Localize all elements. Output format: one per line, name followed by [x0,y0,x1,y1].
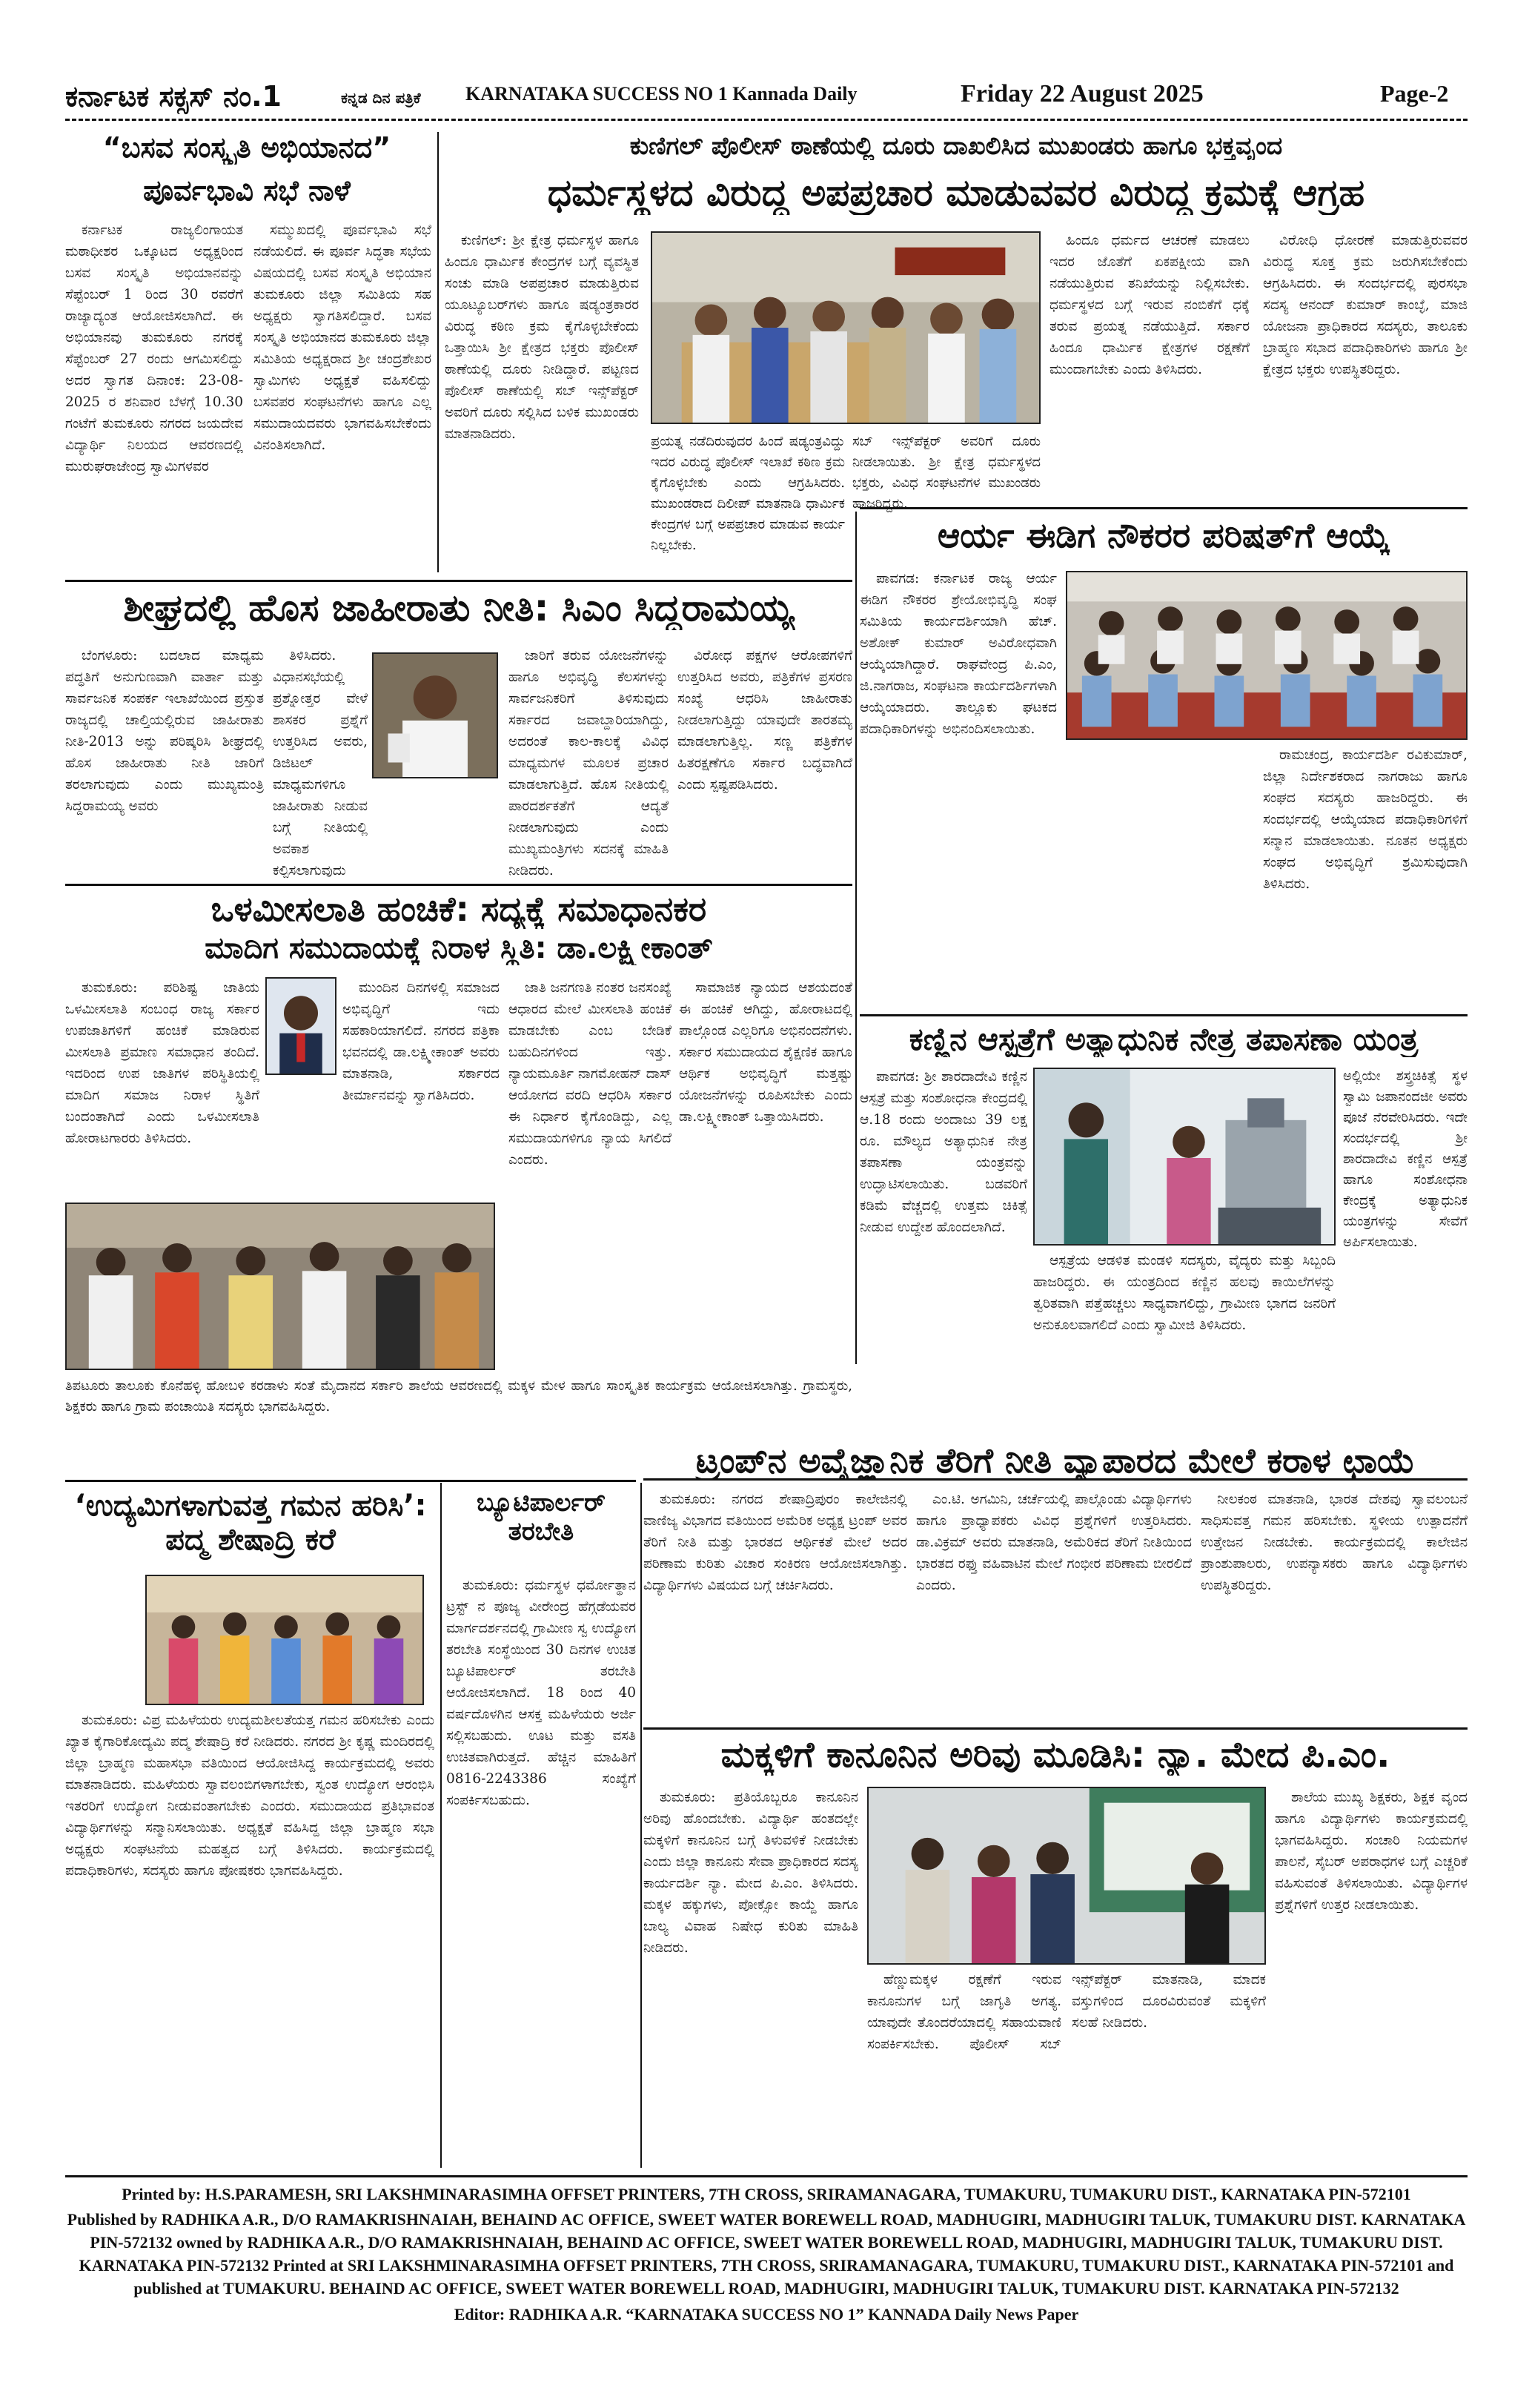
aarya-col-1-text: ಪಾವಗಡ: ಕರ್ನಾಟಕ ರಾಜ್ಯ ಆರ್ಯ ಈಡಿಗ ನೌಕರರ ಶ್ರೇಯೋಭಿವೃದ್ಧಿ ಸಂಘ ಸಮಿತಿಯ ಕಾರ್ಯದರ್ಶಿಯಾಗಿ ಹೆಚ್. ಅಶೋಕ್ ಕುಮಾರ್ ಅವಿರೋಧವಾಗಿ ಆಯ್ಕೆಯಾಗಿದ್ದಾರೆ. ರಾಘವೇಂದ್ರ ಪಿ.ಎಂ, ಜಿ.ನಾಗರಾಜ, ಸಂಘಟನಾ ಕಾರ್ಯದರ್ಶಿಗಳಾಗಿ ಆಯ್ಕೆಯಾದರು. ತಾಲ್ಲೂಕು ಘಟಕದ ಪದಾಧಿಕಾರಿಗಳನ್ನು ಅಭಿನಂದಿಸಲಾಯಿತು. [860,571,1057,737]
trump-col-2 [916,1489,1192,1720]
kanoonu-col-2 [867,1969,1266,2168]
basava-col-1-text: ಕರ್ನಾಟಕ ರಾಜ್ಯಲಿಂಗಾಯತ ಮಠಾಧೀಶರ ಒಕ್ಕೂಟದ ಅಧ್ಯಕ್ಷರಿಂದ ಬಸವ ಸಂಸ್ಕೃತಿ ಅಭಿಯಾನವನ್ನು ಸೆಪ್ಟೆಂಬರ್ 1 ರಿಂದ 30 ರವರೆಗೆ ರಾಜ್ಯಾದ್ಯಂತ ಆಯೋಜಿಸಲಾಗಿದೆ. ಈ ಅಭಿಯಾನವು ತುಮಕೂರು ನಗರಕ್ಕೆ ಸೆಪ್ಟೆಂಬರ್ 27 ರಂದು ಆಗಮಿಸಲಿದ್ದು ಅದರ ಸ್ವಾಗತ ದಿನಾಂಕ: 23-08-2025 ರ ಶನಿವಾರ ಬೆಳಗ್ಗೆ 10.30 ಗಂಟೆಗೆ ತುಮಕೂರು ನಗರದ ಜಯದೇವ ವಿದ್ಯಾರ್ಥಿ ನಿಲಯದ ಆವರಣದಲ್ಲಿ ಮುರುಘರಾಜೇಂದ್ರ ಸ್ವಾಮಿಗಳವರ [65,222,243,474]
aarya-photo [1066,571,1468,740]
dharmasthala-col-4 [1263,230,1468,504]
divider-beauty-right [640,1483,642,2168]
dharmasthala-caption-1: ಪ್ರಯತ್ನ ನಡೆದಿರುವುದರ ಹಿಂದೆ ಷಡ್ಯಂತ್ರವಿದ್ದು ಇದರ ವಿರುದ್ಧ ಪೊಲೀಸ್ ಇಲಾಖೆ ಕಠಿಣ ಕ್ರಮ ಕೈಗೊಳ್ಳಬೇಕು ಎಂದು ಆಗ್ರಹಿಸಿದರು. ಮುಖಂಡರಾದ ದಿಲೀಪ್ ಮಾತನಾಡಿ ಧಾರ್ಮಿಕ ಕೇಂದ್ರಗಳ ಬಗ್ಗೆ ಅಪಪ್ರಚಾರ ಮಾಡುವ ಕಾರ್ಯ ನಿಲ್ಲಬೇಕು. [651,434,845,553]
cm-col-4-text: ವಿರೋಧ ಪಕ್ಷಗಳ ಆರೋಪಗಳಿಗೆ ಉತ್ತರಿಸಿದ ಅವರು, ಪತ್ರಿಕೆಗಳ ಪ್ರಸರಣ ಸಂಖ್ಯೆ ಆಧರಿಸಿ ಜಾಹೀರಾತು ನೀಡಲಾಗುತ್ತಿದ್ದು ಯಾವುದೇ ತಾರತಮ್ಯ ಮಾಡಲಾಗುತ್ತಿಲ್ಲ. ಸಣ್ಣ ಪತ್ರಿಕೆಗಳ ಹಿತರಕ್ಷಣೆಗೂ ಸರ್ಕಾರ ಬದ್ಧವಾಗಿದೆ ಎಂದು ಸ್ಪಷ್ಟಪಡಿಸಿದರು. [677,648,852,793]
ola-photo-group [65,1203,495,1370]
kanna-col-2 [1033,1250,1336,1440]
aarya-col-1 [860,568,1057,1010]
beauty-title: ಬ್ಯೂಟಿಪಾರ್ಲರ್ ತರಬೇತಿ [476,1489,606,1547]
ola-col-4 [679,977,852,1370]
masthead-logo: ಕರ್ನಾಟಕ ಸಕ್ಸಸ್ ನಂ.1 [65,80,282,113]
kanoonu-col-1-text: ತುಮಕೂರು: ಪ್ರತಿಯೊಬ್ಬರೂ ಕಾನೂನಿನ ಅರಿವು ಹೊಂದಬೇಕು. ವಿದ್ಯಾರ್ಥಿ ಹಂತದಲ್ಲೇ ಮಕ್ಕಳಿಗೆ ಕಾನೂನಿನ ಬಗ್ಗೆ ತಿಳುವಳಿಕೆ ನೀಡಬೇಕು ಎಂದು ಜಿಲ್ಲಾ ಕಾನೂನು ಸೇವಾ ಪ್ರಾಧಿಕಾರದ ಸದಸ್ಯ ಕಾರ್ಯದರ್ಶಿ ನ್ಯಾ. ಮೇದ ಪಿ.ಎಂ. ತಿಳಿಸಿದರು. ಮಕ್ಕಳ ಹಕ್ಕುಗಳು, ಪೋಕ್ಸೋ ಕಾಯ್ದೆ ಹಾಗೂ ಬಾಲ್ಯ ವಿವಾಹ ನಿಷೇಧ ಕುರಿತು ಮಾಹಿತಿ ನೀಡಿದರು. [643,1790,858,1956]
dharmasthala-photo [651,231,1041,424]
trump-col-2-text: ಎಂ.ಟಿ. ಅಗಮಿನಿ, ಚರ್ಚೆಯಲ್ಲಿ ಪಾಲ್ಗೊಂಡು ವಿದ್ಯಾರ್ಥಿಗಳು ಹಾಗೂ ಪ್ರಾಧ್ಯಾಪಕರು ವಿವಿಧ ಪ್ರಶ್ನೆಗಳಿಗೆ ಉತ್ತರಿಸಿದರು. ಡಾ.ವಿಕ್ರಮ್ ಅವರು ಮಾತನಾಡಿ, ಅಮೆರಿಕದ ತೆರಿಗೆ ನೀತಿಯಿಂದ ಭಾರತದ ರಫ್ತು ವಹಿವಾಟಿನ ಮೇಲೆ ಗಂಭೀರ ಪರಿಣಾಮ ಬೀರಲಿದೆ ಎಂದರು. [916,1492,1192,1593]
kanoonu-col-1 [643,1787,858,2168]
footer-printed-by: Printed by: H.S.PARAMESH, SRI LAKSHMINARASIMHA OFFSET PRINTERS, 7TH CROSS, SRIRAMANAGARA, TUMAKURU, TUMAKURU DIST., KARNATAKA PIN-572101 [122,2185,1411,2203]
beauty-col-1 [446,1575,636,2168]
trump-title: ಟ್ರಂಪ್‌ನ ಅವೈಜ್ಞಾನಿಕ ತೆರಿಗೆ ನೀತಿ ವ್ಯಾಪಾರದ ಮೇಲೆ ಕರಾಳ ಛಾಯೆ [695,1441,1416,1481]
footer-editor: Editor: RADHIKA A.R. “KARNATAKA SUCCESS NO 1” KANNADA Daily News Paper [454,2305,1079,2323]
beauty-col-1-text: ತುಮಕೂರು: ಧರ್ಮಸ್ಥಳ ಧರ್ಮೋತ್ಥಾನ ಟ್ರಸ್ಟ್ ನ ಪೂಜ್ಯ ವೀರೇಂದ್ರ ಹೆಗ್ಗಡೆಯವರ ಮಾರ್ಗದರ್ಶನದಲ್ಲಿ ಗ್ರಾಮೀಣ ಸ್ವ ಉದ್ಯೋಗ ತರಬೇತಿ ಸಂಸ್ಥೆಯಿಂದ 30 ದಿನಗಳ ಉಚಿತ ಬ್ಯೂಟಿಪಾರ್ಲರ್ ತರಬೇತಿ ಆಯೋಜಿಸಲಾಗಿದೆ. 18 ರಿಂದ 40 ವರ್ಷದೊಳಗಿನ ಆಸಕ್ತ ಮಹಿಳೆಯರು ಅರ್ಜಿ ಸಲ್ಲಿಸಬಹುದು. ಊಟ ಮತ್ತು ವಸತಿ ಉಚಿತವಾಗಿರುತ್ತದೆ. ಹೆಚ್ಚಿನ ಮಾಹಿತಿಗೆ 0816-2243386 ಸಂಖ್ಯೆಗೆ ಸಂಪರ್ಕಿಸಬಹುದು. [446,1578,636,1808]
divider-kanna-top [860,1014,1468,1016]
ola-col-2 [342,977,500,1198]
dharmasthala-col-1-text: ಕುಣಿಗಲ್: ಶ್ರೀ ಕ್ಷೇತ್ರ ಧರ್ಮಸ್ಥಳ ಹಾಗೂ ಹಿಂದೂ ಧಾರ್ಮಿಕ ಕೇಂದ್ರಗಳ ಬಗ್ಗೆ ವ್ಯವಸ್ಥಿತ ಸಂಚು ಮಾಡಿ ಅಪಪ್ರಚಾರ ಮಾಡುತ್ತಿರುವ ಯೂಟ್ಯೂಬರ್‌ಗಳು ಹಾಗೂ ಷಡ್ಯಂತ್ರಕಾರರ ವಿರುದ್ಧ ಕಠಿಣ ಕ್ರಮ ಕೈಗೊಳ್ಳಬೇಕೆಂದು ಒತ್ತಾಯಿಸಿ ಶ್ರೀ ಕ್ಷೇತ್ರದ ಭಕ್ತರು ಪೊಲೀಸ್ ಠಾಣೆಯಲ್ಲಿ ದೂರು ನೀಡಿದ್ದಾರೆ. ಪಟ್ಟಣದ ಪೊಲೀಸ್ ಠಾಣೆಯಲ್ಲಿ ಸಬ್ ಇನ್ಸ್‌ಪೆಕ್ಟರ್ ಅವರಿಗೆ ದೂರು ಸಲ್ಲಿಸಿದ ಬಳಿಕ ಮುಖಂಡರು ಮಾತನಾಡಿದರು. [445,233,639,442]
masthead-date: Friday 22 August 2025 [961,80,1204,108]
padma-title: ‘ಉದ್ಯಮಿಗಳಾಗುವತ್ತ ಗಮನ ಹರಿಸಿ’: ಪದ್ಮ ಶೇಷಾದ್ರಿ ಕರೆ [74,1489,427,1557]
kanoonu-col-2-text: ಹೆಣ್ಣುಮಕ್ಕಳ ರಕ್ಷಣೆಗೆ ಇರುವ ಕಾನೂನುಗಳ ಬಗ್ಗೆ ಜಾಗೃತಿ ಅಗತ್ಯ. ಯಾವುದೇ ತೊಂದರೆಯಾದಲ್ಲಿ ಸಹಾಯವಾಣಿ ಸಂಪರ್ಕಿಸಬೇಕು. ಪೊಲೀಸ್ ಸಬ್ ಇನ್ಸ್‌ಪೆಕ್ಟರ್ ಮಾತನಾಡಿ, ಮಾದಕ ವಸ್ತುಗಳಿಂದ ದೂರವಿರುವಂತೆ ಮಕ್ಕಳಿಗೆ ಸಲಹೆ ನೀಡಿದರು. [867,1972,1266,2052]
dharmasthala-col-1 [445,230,639,572]
ola-col-1-text: ತುಮಕೂರು: ಪರಿಶಿಷ್ಟ ಜಾತಿಯ ಒಳಮೀಸಲಾತಿ ಸಂಬಂಧ ರಾಜ್ಯ ಸರ್ಕಾರ ಉಪಜಾತಿಗಳಿಗೆ ಹಂಚಿಕೆ ಮಾಡಿರುವ ಮೀಸಲಾತಿ ಪ್ರಮಾಣ ಸಮಾಧಾನ ತಂದಿದೆ. ಇದರಿಂದ ಉಪ ಜಾತಿಗಳ ಪರಿಸ್ಥಿತಿಯಲ್ಲಿ ಮಾದಿಗ ಸಮಾಜ ನಿರಾಳ ಸ್ಥಿತಿಗೆ ಬಂದಂತಾಗಿದೆ ಎಂದು ಒಳಮೀಸಲಾತಿ ಹೋರಾಟಗಾರರು ತಿಳಿಸಿದರು. [65,980,259,1146]
divider-cm-right [855,512,857,1364]
padma-photo [145,1575,424,1705]
cm-col-3-text: ಜಾರಿಗೆ ತರುವ ಯೋಜನೆಗಳನ್ನು ಹಾಗೂ ಅಭಿವೃದ್ಧಿ ಕೆಲಸಗಳನ್ನು ಸಾರ್ವಜನಿಕರಿಗೆ ತಿಳಿಸುವುದು ಸರ್ಕಾರದ ಜವಾಬ್ದಾರಿಯಾಗಿದ್ದು, ಅದರಂತೆ ಕಾಲ-ಕಾಲಕ್ಕೆ ವಿವಿಧ ಮಾಧ್ಯಮಗಳ ಮೂಲಕ ಪ್ರಚಾರ ಮಾಡಲಾಗುತ್ತಿದೆ. ಹೊಸ ನೀತಿಯಲ್ಲಿ ಪಾರದರ್ಶಕತೆಗೆ ಆದ್ಯತೆ ನೀಡಲಾಗುವುದು ಎಂದು ಮುಖ್ಯಮಂತ್ರಿಗಳು ಸದನಕ್ಕೆ ಮಾಹಿತಿ ನೀಡಿದರು. [508,648,669,879]
kanoonu-title: ಮಕ್ಕಳಿಗೆ ಕಾನೂನಿನ ಅರಿವು ಮೂಡಿಸಿ: ನ್ಯಾ. ಮೇದ ಪಿ.ಎಂ. [720,1735,1390,1776]
divider-padma-top [65,1480,636,1482]
padma-col-1 [65,1575,141,1705]
basava-col-2 [253,219,431,568]
dharmasthala-col-3 [1049,230,1250,504]
aarya-title: ಆರ್ಯ ಈಡಿಗ ನೌಕರರ ಪರಿಷತ್‌ಗೆ ಆಯ್ಕೆ [937,516,1390,555]
basava-subtitle: ಪೂರ್ವಭಾವಿ ಸಭೆ ನಾಳೆ [143,175,351,207]
trump-col-1 [643,1489,907,1720]
ola-col-3-text: ಜಾತಿ ಜನಗಣತಿ ನಂತರ ಜನಸಂಖ್ಯೆ ಆಧಾರದ ಮೇಲೆ ಮೀಸಲಾತಿ ಹಂಚಿಕೆ ಮಾಡಬೇಕು ಎಂಬ ಬೇಡಿಕೆ ಬಹುದಿನಗಳಿಂದ ಇತ್ತು. ನ್ಯಾಯಮೂರ್ತಿ ನಾಗಮೋಹನ್ ದಾಸ್ ಆಯೋಗದ ವರದಿ ಆಧರಿಸಿ ಸರ್ಕಾರ ಈ ನಿರ್ಧಾರ ಕೈಗೊಂಡಿದ್ದು, ಎಲ್ಲ ಸಮುದಾಯಗಳಿಗೂ ನ್ಯಾಯ ಸಿಗಲಿದೆ ಎಂದರು. [508,980,672,1168]
cm-title: ಶೀಘ್ರದಲ್ಲಿ ಹೊಸ ಜಾಹೀರಾತು ನೀತಿ: ಸಿಎಂ ಸಿದ್ದರಾಮಯ್ಯ [123,587,795,629]
divider-kanoonu-top [643,1727,1468,1730]
masthead-page: Page-2 [1380,80,1449,107]
aarya-col-2 [1263,744,1468,1010]
ola-col-3 [508,977,672,1370]
divider-padma-right [440,1483,442,2168]
footer-rule [65,2175,1468,2177]
divider-basava [437,132,439,572]
basava-col-1 [65,219,243,568]
cm-col-2 [273,645,368,879]
kanna-photo [1033,1068,1336,1246]
masthead-rule [65,119,1468,121]
ola-col-2-text: ಮುಂದಿನ ದಿನಗಳಲ್ಲಿ ಸಮಾಜದ ಅಭಿವೃದ್ಧಿಗೆ ಇದು ಸಹಕಾರಿಯಾಗಲಿದೆ. ನಗರದ ಪತ್ರಿಕಾ ಭವನದಲ್ಲಿ ಡಾ.ಲಕ್ಷ್ಮೀಕಾಂತ್ ಅವರು ಮಾತನಾಡಿ, ಸರ್ಕಾರದ ತೀರ್ಮಾನವನ್ನು ಸ್ವಾಗತಿಸಿದರು. [342,980,500,1103]
dharmasthala-kicker: ಕುಣಿಗಲ್ ಪೊಲೀಸ್ ಠಾಣೆಯಲ್ಲಿ ದೂರು ದಾಖಲಿಸಿದ ಮುಖಂಡರು ಹಾಗೂ ಭಕ್ತವೃಂದ [629,132,1283,160]
kanna-col-2-text: ಆಸ್ಪತ್ರೆಯ ಆಡಳಿತ ಮಂಡಳಿ ಸದಸ್ಯರು, ವೈದ್ಯರು ಮತ್ತು ಸಿಬ್ಬಂದಿ ಹಾಜರಿದ್ದರು. ಈ ಯಂತ್ರದಿಂದ ಕಣ್ಣಿನ ಹಲವು ಕಾಯಿಲೆಗಳನ್ನು ತ್ವರಿತವಾಗಿ ಪತ್ತೆಹಚ್ಚಲು ಸಾಧ್ಯವಾಗಲಿದ್ದು, ಗ್ರಾಮೀಣ ಭಾಗದ ಜನರಿಗೆ ಅನುಕೂಲವಾಗಲಿದೆ ಎಂದು ಸ್ವಾಮೀಜಿ ತಿಳಿಸಿದರು. [1033,1253,1336,1333]
cm-col-4 [677,645,852,879]
ola-subtitle: ಮಾದಿಗ ಸಮುದಾಯಕ್ಕೆ ನಿರಾಳ ಸ್ಥಿತಿ: ಡಾ.ಲಕ್ಷ್ಮೀಕಾಂತ್ [205,931,713,965]
ola-col-1 [65,977,259,1198]
kanoonu-col-3-text: ಶಾಲೆಯ ಮುಖ್ಯ ಶಿಕ್ಷಕರು, ಶಿಕ್ಷಕ ವೃಂದ ಹಾಗೂ ವಿದ್ಯಾರ್ಥಿಗಳು ಕಾರ್ಯಕ್ರಮದಲ್ಲಿ ಭಾಗವಹಿಸಿದ್ದರು. ಸಂಚಾರಿ ನಿಯಮಗಳ ಪಾಲನೆ, ಸೈಬರ್ ಅಪರಾಧಗಳ ಬಗ್ಗೆ ಎಚ್ಚರಿಕೆ ವಹಿಸುವಂತೆ ತಿಳಿಸಲಾಯಿತು. ವಿದ್ಯಾರ್ಥಿಗಳ ಪ್ರಶ್ನೆಗಳಿಗೆ ಉತ್ತರ ನೀಡಲಾಯಿತು. [1275,1790,1468,1913]
masthead-paper-name: KARNATAKA SUCCESS NO 1 Kannada Daily [465,83,858,105]
cm-photo [372,652,498,778]
dharmasthala-col-3-text: ಹಿಂದೂ ಧರ್ಮದ ಆಚರಣೆ ಮಾಡಲು ಇದರ ಜೊತೆಗೆ ಏಕಪಕ್ಷೀಯ ವಾಗಿ ನಡೆಯುತ್ತಿರುವ ತನಿಖೆಯನ್ನು ನಿಲ್ಲಿಸಬೇಕು. ಧರ್ಮಸ್ಥಳದ ಬಗ್ಗೆ ಇರುವ ನಂಬಿಕೆಗೆ ಧಕ್ಕೆ ತರುವ ಪ್ರಯತ್ನ ನಡೆಯುತ್ತಿದೆ. ಸರ್ಕಾರ ಹಿಂದೂ ಧಾರ್ಮಿಕ ಕ್ಷೇತ್ರಗಳ ರಕ್ಷಣೆಗೆ ಮುಂದಾಗಬೇಕು ಎಂದು ತಿಳಿಸಿದರು. [1049,233,1250,377]
ola-col-4-text: ಸಾಮಾಜಿಕ ನ್ಯಾಯದ ಆಶಯದಂತೆ ಈ ಹಂಚಿಕೆ ಆಗಿದ್ದು, ಹೋರಾಟದಲ್ಲಿ ಪಾಲ್ಗೊಂಡ ಎಲ್ಲರಿಗೂ ಅಭಿನಂದನೆಗಳು. ಸರ್ಕಾರ ಸಮುದಾಯದ ಶೈಕ್ಷಣಿಕ ಹಾಗೂ ಆರ್ಥಿಕ ಅಭಿವೃದ್ಧಿಗೆ ಮತ್ತಷ್ಟು ಯೋಜನೆಗಳನ್ನು ರೂಪಿಸಬೇಕು ಎಂದು ಡಾ.ಲಕ್ಷ್ಮೀಕಾಂತ್ ಒತ್ತಾಯಿಸಿದರು. [679,980,852,1125]
cm-col-3 [508,645,669,879]
ola-photo-portrait [265,977,336,1075]
basava-col-2-text: ಸಮ್ಮುಖದಲ್ಲಿ ಪೂರ್ವಭಾವಿ ಸಭೆ ನಡೆಯಲಿದೆ. ಈ ಪೂರ್ವ ಸಿದ್ಧತಾ ಸಭೆಯ ವಿಷಯದಲ್ಲಿ ಬಸವ ಸಂಸ್ಕೃತಿ ಅಭಿಯಾನ ತುಮಕೂರು ಜಿಲ್ಲಾ ಸಮಿತಿಯ ಸಹ ಅಧ್ಯಕ್ಷರು ಸ್ವಾಗತಿಸಲಿದ್ದಾರೆ. ಬಸವ ಸಂಸ್ಕೃತಿ ಅಭಿಯಾನದ ತುಮಕೂರು ಜಿಲ್ಲಾ ಸಮಿತಿಯ ಅಧ್ಯಕ್ಷರಾದ ಶ್ರೀ ಚಂದ್ರಶೇಖರ ಸ್ವಾಮಿಗಳು ಅಧ್ಯಕ್ಷತೆ ವಹಿಸಲಿದ್ದು ಬಸವಪರ ಸಂಘಟನೆಗಳು ಹಾಗೂ ಎಲ್ಲ ಸಮುದಾಯದವರು ಭಾಗವಹಿಸಬೇಕೆಂದು ವಿನಂತಿಸಲಾಗಿದೆ. [253,222,431,453]
cm-col-2-text: ತಿಳಿಸಿದರು. ವಿಧಾನಸಭೆಯಲ್ಲಿ ಪ್ರಶ್ನೋತ್ತರ ವೇಳೆ ಶಾಸಕರ ಪ್ರಶ್ನೆಗೆ ಉತ್ತರಿಸಿದ ಅವರು, ಡಿಜಿಟಲ್ ಮಾಧ್ಯಮಗಳಿಗೂ ಜಾಹೀರಾತು ನೀಡುವ ಬಗ್ಗೆ ನೀತಿಯಲ್ಲಿ ಅವಕಾಶ ಕಲ್ಪಿಸಲಾಗುವುದು [273,648,368,879]
dharmasthala-col-4-text: ವಿರೋಧಿ ಧೋರಣೆ ಮಾಡುತ್ತಿರುವವರ ವಿರುದ್ಧ ಸೂಕ್ತ ಕ್ರಮ ಜರುಗಿಸಬೇಕೆಂದು ಆಗ್ರಹಿಸಿದರು. ಈ ಸಂದರ್ಭದಲ್ಲಿ ಪುರಸಭಾ ಸದಸ್ಯ ಆನಂದ್ ಕುಮಾರ್ ಕಾಂಬ್ಳೆ, ಮಾಜಿ ಯೋಜನಾ ಪ್ರಾಧಿಕಾರದ ಸದಸ್ಯರು, ತಾಲೂಕು ಬ್ರಾಹ್ಮಣ ಸಭಾದ ಪದಾಧಿಕಾರಿಗಳು ಹಾಗೂ ಶ್ರೀ ಕ್ಷೇತ್ರದ ಭಕ್ತರು ಉಪಸ್ಥಿತರಿದ್ದರು. [1263,233,1468,377]
kanna-col-1 [860,1066,1027,1440]
trump-col-1-text: ತುಮಕೂರು: ನಗರದ ಶೇಷಾದ್ರಿಪುರಂ ಕಾಲೇಜಿನಲ್ಲಿ ವಾಣಿಜ್ಯ ವಿಭಾಗದ ವತಿಯಿಂದ ಅಮೆರಿಕ ಅಧ್ಯಕ್ಷ ಟ್ರಂಪ್ ಅವರ ತೆರಿಗೆ ನೀತಿ ಮತ್ತು ಭಾರತದ ಆರ್ಥಿಕತೆ ಮೇಲೆ ಅದರ ಪರಿಣಾಮ ಕುರಿತು ವಿಚಾರ ಸಂಕಿರಣ ಆಯೋಜಿಸಲಾಗಿತ್ತು. ವಿದ್ಯಾರ್ಥಿಗಳು ವಿಷಯದ ಬಗ್ಗೆ ಚರ್ಚಿಸಿದರು. [643,1492,907,1593]
padma-body [65,1710,434,2168]
footer-published-by: Published by RADHIKA A.R., D/O RAMAKRISHNAIAH, BEHAIND AC OFFICE, SWEET WATER BOREWELL ROAD, MADHUGIRI, MADHUGIRI TALUK, TUMAKURU DIST. KARNATAKA PIN-572132 owned by RADHIKA A.R., D/O RAMAKRISHNAIAH, BEHAIND AC OFFICE, SWEET WATER BOREWELL ROAD, MADHUGIRI, MADHUGIRI TALUK, TUMAKURU DIST. KARNATAKA PIN-572132 Printed at SRI LAKSHMINARASIMHA OFFSET PRINTERS, 7TH CROSS, SRIRAMANAGARA, TUMAKURU, TUMAKURU DIST., KARNATAKA PIN-572101 and published at TUMAKURU. BEHAIND AC OFFICE, SWEET WATER BOREWELL ROAD, MADHUGIRI, MADHUGIRI TALUK, TUMAKURU DIST. KARNATAKA PIN-572132 [67,2210,1466,2298]
kanoonu-photo [867,1787,1266,1965]
cm-col-1 [65,645,264,879]
kanoonu-col-3 [1275,1787,1468,2168]
ola-title: ಒಳಮೀಸಲಾತಿ ಹಂಚಿಕೆ: ಸದ್ಯಕ್ಕೆ ಸಮಾಧಾನಕರ [210,890,707,929]
trump-col-3 [1201,1489,1468,1720]
divider-dharmasthala-bottom [860,507,1468,509]
trump-col-3-text: ನೀಲಕಂಠ ಮಾತನಾಡಿ, ಭಾರತ ದೇಶವು ಸ್ವಾವಲಂಬನೆ ಸಾಧಿಸುವತ್ತ ಗಮನ ಹರಿಸಬೇಕು. ಸ್ಥಳೀಯ ಉತ್ಪಾದನೆಗೆ ಉತ್ತೇಜನ ನೀಡಬೇಕು. ಕಾರ್ಯಕ್ರಮದಲ್ಲಿ ಕಾಲೇಜಿನ ಪ್ರಾಂಶುಪಾಲರು, ಉಪನ್ಯಾಸಕರು ಹಾಗೂ ವಿದ್ಯಾರ್ಥಿಗಳು ಉಪಸ್ಥಿತರಿದ್ದರು. [1201,1492,1468,1593]
kanna-photo-caption: ಅಲ್ಲಿಯೇ ಶಸ್ತ್ರಚಿಕಿತ್ಸೆ ಸ್ಥಳ ಸ್ವಾಮಿ ಜಪಾನಂದಜೀ ಅವರು ಪೂಜೆ ನೆರವೇರಿಸಿದರು. ಇದೇ ಸಂದರ್ಭದಲ್ಲಿ ಶ್ರೀ ಶಾರದಾದೇವಿ ಕಣ್ಣಿನ ಆಸ್ಪತ್ರೆ ಹಾಗೂ ಸಂಶೋಧನಾ ಕೇಂದ್ರಕ್ಕೆ ಅತ್ಯಾಧುನಿಕ ಯಂತ್ರಗಳನ್ನು ಸೇವೆಗೆ ಅರ್ಪಿಸಲಾಯಿತು. [1343,1068,1468,1250]
dharmasthala-title: ಧರ್ಮಸ್ಥಳದ ವಿರುದ್ಧ ಅಪಪ್ರಚಾರ ಮಾಡುವವರ ವಿರುದ್ಧ ಕ್ರಮಕ್ಕೆ ಆಗ್ರಹ [547,172,1365,214]
cm-col-1-text: ಬೆಂಗಳೂರು: ಬದಲಾದ ಮಾಧ್ಯಮ ಪದ್ಧತಿಗೆ ಅನುಗುಣವಾಗಿ ವಾರ್ತಾ ಮತ್ತು ಸಾರ್ವಜನಿಕ ಸಂಪರ್ಕ ಇಲಾಖೆಯಿಂದ ಪ್ರಸ್ತುತ ರಾಜ್ಯದಲ್ಲಿ ಚಾಲ್ತಿಯಲ್ಲಿರುವ ಜಾಹೀರಾತು ನೀತಿ-2013 ಅನ್ನು ಪರಿಷ್ಕರಿಸಿ ಶೀಘ್ರದಲ್ಲಿ ಹೊಸ ಜಾಹೀರಾತು ನೀತಿ ಜಾರಿಗೆ ತರಲಾಗುವುದು ಎಂದು ಮುಖ್ಯಮಂತ್ರಿ ಸಿದ್ದರಾಮಯ್ಯ ಅವರು [65,648,264,814]
divider-ola-top [65,884,852,886]
masthead-tagline: ಕನ್ನಡ ದಿನ ಪತ್ರಿಕೆ [341,89,421,107]
aarya-col-2-text: ರಾಮಚಂದ್ರ, ಕಾರ್ಯದರ್ಶಿ ರವಿಕುಮಾರ್, ಜಿಲ್ಲಾ ನಿರ್ದೇಶಕರಾದ ನಾಗರಾಜು ಹಾಗೂ ಸಂಘದ ಸದಸ್ಯರು ಹಾಜರಿದ್ದರು. ಈ ಸಂದರ್ಭದಲ್ಲಿ ಆಯ್ಕೆಯಾದ ಪದಾಧಿಕಾರಿಗಳಿಗೆ ಸನ್ಮಾನ ಮಾಡಲಾಯಿತು. ನೂತನ ಅಧ್ಯಕ್ಷರು ಸಂಘದ ಅಭಿವೃದ್ಧಿಗೆ ಶ್ರಮಿಸುವುದಾಗಿ ತಿಳಿಸಿದರು. [1263,747,1468,892]
ola-photo-caption: ತಿಪಟೂರು ತಾಲೂಕು ಕೊನೆಹಳ್ಳಿ ಹೋಬಳಿ ಕರಡಾಳು ಸಂತೆ ಮೈದಾನದ ಸರ್ಕಾರಿ ಶಾಲೆಯ ಆವರಣದಲ್ಲಿ ಮಕ್ಕಳ ಮೇಳ ಹಾಗೂ ಸಾಂಸ್ಕೃತಿಕ ಕಾರ್ಯಕ್ರಮ ಆಯೋಜಿಸಲಾಗಿತ್ತು. ಗ್ರಾಮಸ್ಥರು, ಶಿಕ್ಷಕರು ಹಾಗೂ ಗ್ರಾಮ ಪಂಚಾಯಿತಿ ಸದಸ್ಯರು ಭಾಗವಹಿಸಿದ್ದರು. [65,1378,852,1415]
kanna-title: ಕಣ್ಣಿನ ಆಸ್ಪತ್ರೆಗೆ ಅತ್ಯಾಧುನಿಕ ನೇತ್ರ ತಪಾಸಣಾ ಯಂತ್ರ [909,1022,1419,1057]
kanna-col-1-text: ಪಾವಗಡ: ಶ್ರೀ ಶಾರದಾದೇವಿ ಕಣ್ಣಿನ ಆಸ್ಪತ್ರೆ ಮತ್ತು ಸಂಶೋಧನಾ ಕೇಂದ್ರದಲ್ಲಿ ಆ.18 ರಂದು ಅಂದಾಜು 39 ಲಕ್ಷ ರೂ. ಮೌಲ್ಯದ ಅತ್ಯಾಧುನಿಕ ನೇತ್ರ ತಪಾಸಣಾ ಯಂತ್ರವನ್ನು ಉದ್ಘಾಟಿಸಲಾಯಿತು. ಬಡವರಿಗೆ ಕಡಿಮೆ ವೆಚ್ಚದಲ್ಲಿ ಉತ್ತಮ ಚಿಕಿತ್ಸೆ ನೀಡುವ ಉದ್ದೇಶ ಹೊಂದಲಾಗಿದೆ. [860,1069,1027,1235]
padma-col-1-text: ತುಮಕೂರು: ವಿಪ್ರ ಮಹಿಳೆಯರು ಉದ್ಯಮಶೀಲತೆಯತ್ತ ಗಮನ ಹರಿಸಬೇಕು ಎಂದು ಖ್ಯಾತ ಕೈಗಾರಿಕೋದ್ಯಮಿ ಪದ್ಮ ಶೇಷಾದ್ರಿ ಕರೆ ನೀಡಿದರು. ನಗರದ ಶ್ರೀ ಕೃಷ್ಣ ಮಂದಿರದಲ್ಲಿ ಜಿಲ್ಲಾ ಬ್ರಾಹ್ಮಣ ಮಹಾಸಭಾ ವತಿಯಿಂದ ಆಯೋಜಿಸಿದ್ದ ಕಾರ್ಯಕ್ರಮದಲ್ಲಿ ಅವರು ಮಾತನಾಡಿದರು. ಮಹಿಳೆಯರು ಸ್ವಾವಲಂಬಿಗಳಾಗಬೇಕು, ಸ್ವಂತ ಉದ್ಯೋಗ ಆರಂಭಿಸಿ ಇತರರಿಗೆ ಉದ್ಯೋಗ ನೀಡುವಂತಾಗಬೇಕು ಎಂದರು. ಸಮುದಾಯದ ಪ್ರತಿಭಾವಂತ ವಿದ್ಯಾರ್ಥಿಗಳನ್ನು ಸನ್ಮಾನಿಸಲಾಯಿತು. ಅಧ್ಯಕ್ಷತೆ ವಹಿಸಿದ್ದ ಜಿಲ್ಲಾ ಬ್ರಾಹ್ಮಣ ಸಭಾ ಅಧ್ಯಕ್ಷರು ಸಂಘಟನೆಯ ಮಹತ್ವದ ಬಗ್ಗೆ ತಿಳಿಸಿದರು. ಕಾರ್ಯಕ್ರಮದಲ್ಲಿ ಪದಾಧಿಕಾರಿಗಳು, ಸದಸ್ಯರು ಹಾಗೂ ಪೋಷಕರು ಭಾಗವಹಿಸಿದ್ದರು. [65,1713,434,1879]
divider-cm-top [65,580,852,582]
basava-title: “ಬಸವ ಸಂಸ್ಕೃತಿ ಅಭಿಯಾನದ” [102,132,391,164]
dharmasthala-caption-2: ಸಬ್ ಇನ್ಸ್‌ಪೆಕ್ಟರ್ ಅವರಿಗೆ ದೂರು ನೀಡಲಾಯಿತು. ಶ್ರೀ ಕ್ಷೇತ್ರ ಧರ್ಮಸ್ಥಳದ ಭಕ್ತರು, ವಿವಿಧ ಸಂಘಟನೆಗಳ ಮುಖಂಡರು ಹಾಜರಿದ್ದರು. [852,434,1041,512]
